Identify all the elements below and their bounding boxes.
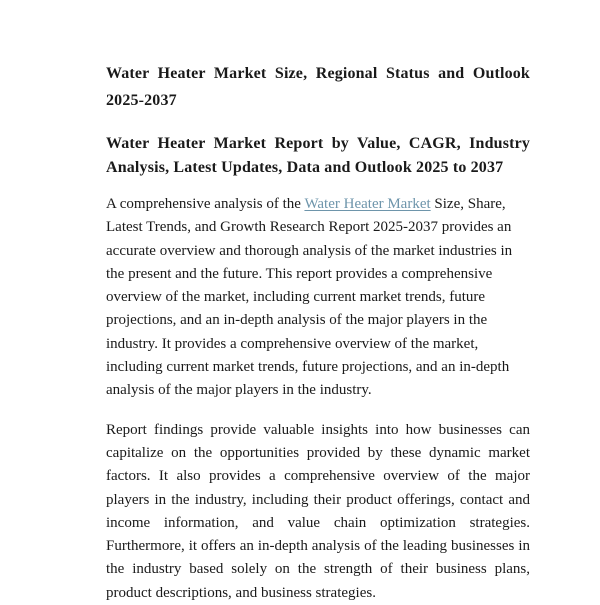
findings-paragraph: Report findings provide valuable insights into how businesses can capitalize on the opportunities provided by these dynamic market factors. It also provides a comprehensive overview of the major players in the industry, including their product offerings, contact and income information, and value chain optimization strategies. Furthermore, it offers an in-depth analysis of the leading businesses in the industry based solely on the strength of their business plans, product descriptions, and business strategies. [106, 421, 530, 601]
article-heading-primary: Water Heater Market Size, Regional Status and Outlook 2025-2037 [106, 65, 530, 109]
intro-paragraph-after-link: Size, Share, Latest Trends, and Growth Research Report 2025-2037 provides an accurate overview and thorough analysis of the market industries in the present and the future. This report provides a comprehensive overview of the market, including current market trends, future projections, and an in-depth analysis of the major players in the industry. It provides a comprehensive overview of the market, including current market trends, future projections, and an in-depth analysis of the major players in the industry. [106, 196, 513, 399]
article-heading-secondary: Water Heater Market Report by Value, CAGR, Industry Analysis, Latest Updates, Data and Outlook 2025 to 2037 [106, 135, 530, 176]
intro-paragraph [106, 193, 530, 403]
intro-paragraph-before-link: A comprehensive analysis of the [106, 196, 305, 212]
water-heater-market-link[interactable]: Water Heater Market [304, 196, 431, 212]
